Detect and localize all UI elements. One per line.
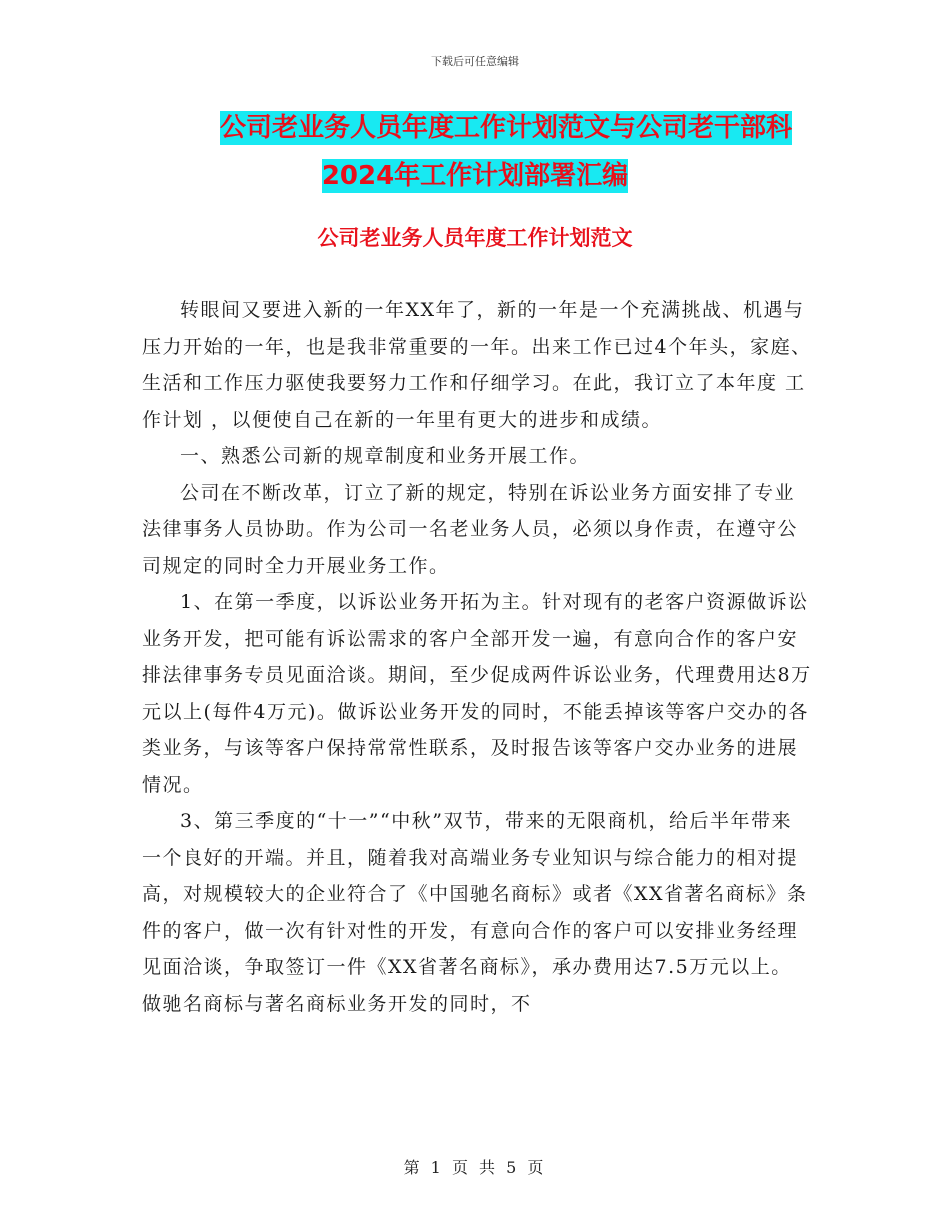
paragraph: 一、熟悉公司新的规章制度和业务开展工作。	[180, 445, 591, 467]
title-line-2: 2024年工作计划部署汇编	[321, 161, 629, 191]
paragraph: 3、第三季度的“十一”“中秋”双节，带来的无限商机，给后半年带来一个良好的开端。并且，随着我对高端业务专业知识与综合能力的相对提高，对规模较大的企业符合了《中国驰名商标》或者《XX省著名商标》条件的客户，做一次有针对性的开发，有意向合作的客户可以安排业务经理见面洽谈，争取签订一件《XX省著名商标》，承办费用达7.5万元以上。做驰名商标与著名商标业务开发的同时，不	[142, 810, 808, 1015]
header-note: 下载后可任意编辑	[431, 55, 519, 68]
page-footer: 第 1 页 共 5 页	[403, 1158, 547, 1177]
paragraph: 1、在第一季度，以诉讼业务开拓为主。针对现有的老客户资源做诉讼业务开发，把可能有诉讼需求的客户全部开发一遍，有意向合作的客户安排法律事务专员见面洽谈。期间，至少促成两件诉讼业务，代理费用达8万元以上(每件4万元)。做诉讼业务开发的同时，不能丢掉该等客户交办的各类业务，与该等客户保持常常性联系，及时报告该等客户交办业务的进展情况。	[142, 591, 812, 796]
document-title	[0, 104, 950, 200]
section-title: 公司老业务人员年度工作计划范文	[317, 226, 633, 250]
title-line-1: 公司老业务人员年度工作计划范文与公司老干部科	[219, 113, 792, 143]
paragraph: 公司在不断改革，订立了新的规定，特别在诉讼业务方面安排了专业法律事务人员协助。作为公司一名老业务人员，必须以身作责，在遵守公司规定的同时全力开展业务工作。	[142, 481, 799, 577]
paragraph: 转眼间又要进入新的一年XX年了，新的一年是一个充满挑战、机遇与压力开始的一年，也是我非常重要的一年。出来工作已过4个年头，家庭、生活和工作压力驱使我要努力工作和仔细学习。在此，我订立了本年度 工作计划 ，以便使自己在新的一年里有更大的进步和成绩。	[142, 299, 812, 431]
document-body	[142, 292, 812, 1022]
